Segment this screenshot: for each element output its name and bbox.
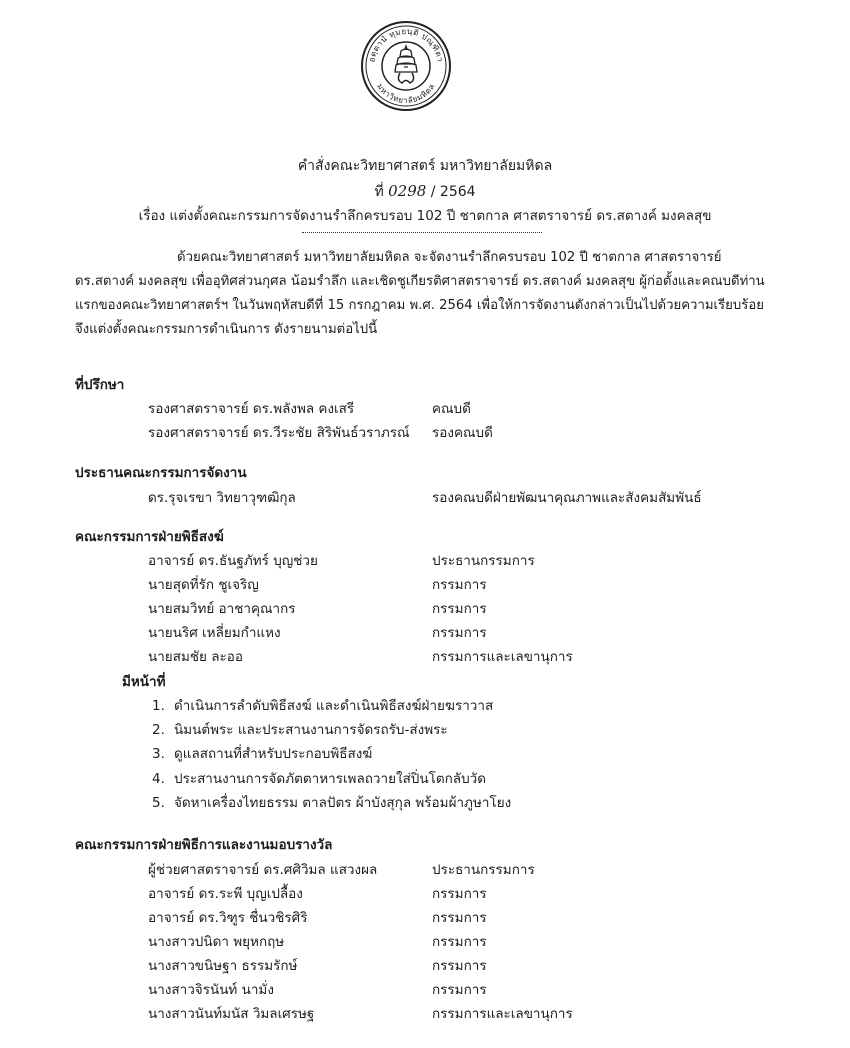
member-name: นางสาวขนิษฐา ธรรมรักษ์ xyxy=(148,958,298,974)
duty-text: นิมนต์พระ และประสานงานการจัดรถรับ-ส่งพระ xyxy=(174,722,448,738)
seal-university-name-text: มหาวิทยาลัยมหิดล xyxy=(375,81,437,106)
duty-number: 1. xyxy=(152,698,165,714)
duty-number: 3. xyxy=(152,746,165,762)
university-seal-logo xyxy=(360,20,452,112)
duty-item xyxy=(152,694,493,716)
member-role: รองคณบดี xyxy=(432,425,493,441)
member-name: รองศาสตราจารย์ ดร.วีระชัย สิริพันธ์วราภรณ์ xyxy=(148,425,410,441)
member-role: คณบดี xyxy=(432,401,471,417)
member-name: อาจารย์ ดร.วิฑูร ชื่นวชิรศิริ xyxy=(148,910,308,926)
intro-line: แรกของคณะวิทยาศาสตร์ฯ ในวันพฤหัสบดีที่ 15 กรกฎาคม พ.ศ. 2564 เพื่อให้การจัดงานดังกล่าวเป็นไปด้วยความเรียบร้อย xyxy=(75,298,764,313)
dotted-separator xyxy=(302,232,542,233)
advisors-heading: ที่ปรึกษา xyxy=(75,377,125,393)
member-role: กรรมการ xyxy=(432,577,487,593)
duty-text: ประสานงานการจัดภัตตาหารเพลถวายใส่ปิ่นโตกลับวัด xyxy=(174,771,486,787)
duty-text: จัดหาเครื่องไทยธรรม ตาลปัตร ผ้าบังสุกุล พร้อมผ้าภูษาโยง xyxy=(174,795,512,811)
member-role: กรรมการ xyxy=(432,958,487,974)
member-name: รองศาสตราจารย์ ดร.พลังพล คงเสรี xyxy=(148,401,355,417)
order-subject: เรื่อง แต่งตั้งคณะกรรมการจัดงานรำลึกครบรอบ 102 ปี ชาตกาล ศาสตราจารย์ ดร.สตางค์ มงคลสุข xyxy=(138,208,712,224)
member-name: นายสมชัย ละออ xyxy=(148,649,243,665)
member-role: กรรมการ xyxy=(432,601,487,617)
intro-line: ด้วยคณะวิทยาศาสตร์ มหาวิทยาลัยมหิดล จะจัดงานรำลึกครบรอบ 102 ปี ชาตกาล ศาสตราจารย์ xyxy=(177,250,722,265)
member-name: นางสาวจิรนันท์ นามั่ง xyxy=(148,982,274,998)
member-name: ผู้ช่วยศาสตราจารย์ ดร.ศศิวิมล แสวงผล xyxy=(148,862,378,878)
order-number-prefix: ที่ xyxy=(374,184,384,200)
member-name: นายสมวิทย์ อาชาคุณากร xyxy=(148,601,296,617)
member-role: ประธานกรรมการ xyxy=(432,862,535,878)
duty-item xyxy=(152,791,511,813)
member-role: กรรมการ xyxy=(432,625,487,641)
member-role: ประธานกรรมการ xyxy=(432,553,535,569)
seal-motto-text: อตฺตานํ ทุมยนฺติ ปณฺฑิตา xyxy=(367,26,445,63)
member-role: กรรมการและเลขานุการ xyxy=(432,1006,573,1022)
member-role: กรรมการ xyxy=(432,910,487,926)
duty-number: 2. xyxy=(152,722,165,738)
chair-heading: ประธานคณะกรรมการจัดงาน xyxy=(75,465,247,481)
duty-text: ดำเนินการลำดับพิธีสงฆ์ และดำเนินพิธีสงฆ์ฝ่ายฆราวาส xyxy=(174,698,494,714)
member-name: อาจารย์ ดร.ธันฐภัทร์ บุญช่วย xyxy=(148,553,318,569)
religious-committee-heading: คณะกรรมการฝ่ายพิธีสงฆ์ xyxy=(75,529,224,545)
duty-item xyxy=(152,767,486,789)
member-role: กรรมการและเลขานุการ xyxy=(432,649,573,665)
member-role: รองคณบดีฝ่ายพัฒนาคุณภาพและสังคมสัมพันธ์ xyxy=(432,490,702,506)
member-name: ดร.รุจเรขา วิทยาวุฑฒิกุล xyxy=(148,490,296,506)
member-name: นายสุดที่รัก ชูเจริญ xyxy=(148,577,259,593)
intro-paragraph xyxy=(75,246,790,342)
duty-number: 5. xyxy=(152,795,165,811)
member-name: นางสาวนันท์มนัส วิมลเศรษฐ xyxy=(148,1006,315,1022)
duties-heading: มีหน้าที่ xyxy=(122,674,166,690)
order-number-line xyxy=(0,181,850,203)
member-role: กรรมการ xyxy=(432,934,487,950)
member-name: นางสาวปนิดา พยุหกฤษ xyxy=(148,934,285,950)
intro-line: ดร.สตางค์ มงคลสุข เพื่ออุทิศส่วนกุศล น้อมรำลึก และเชิดชูเกียรติศาสตราจารย์ ดร.สตางค์ มงคลสุข ผู้ก่อตั้งและคณบดีท่าน xyxy=(75,274,765,289)
order-title: คำสั่งคณะวิทยาศาสตร์ มหาวิทยาลัยมหิดล xyxy=(297,158,553,174)
duty-text: ดูแลสถานที่สำหรับประกอบพิธีสงฆ์ xyxy=(174,746,373,762)
duty-item xyxy=(152,718,448,740)
duty-number: 4. xyxy=(152,771,165,787)
member-role: กรรมการ xyxy=(432,886,487,902)
member-name: นายนริศ เหลี่ยมกำแหง xyxy=(148,625,281,641)
member-name: อาจารย์ ดร.ระพี บุญเปลื้อง xyxy=(148,886,303,902)
order-number-suffix: / 2564 xyxy=(430,184,476,200)
duty-item xyxy=(152,742,372,764)
intro-line: จึงแต่งตั้งคณะกรรมการดำเนินการ ดังรายนามต่อไปนี้ xyxy=(75,322,378,337)
svg-text:มหาวิทยาลัยมหิดล xyxy=(375,82,437,105)
member-role: กรรมการ xyxy=(432,982,487,998)
ceremony-committee-heading: คณะกรรมการฝ่ายพิธีการและงานมอบรางวัล xyxy=(75,837,333,853)
order-number-handwritten: 0298 xyxy=(388,182,427,200)
